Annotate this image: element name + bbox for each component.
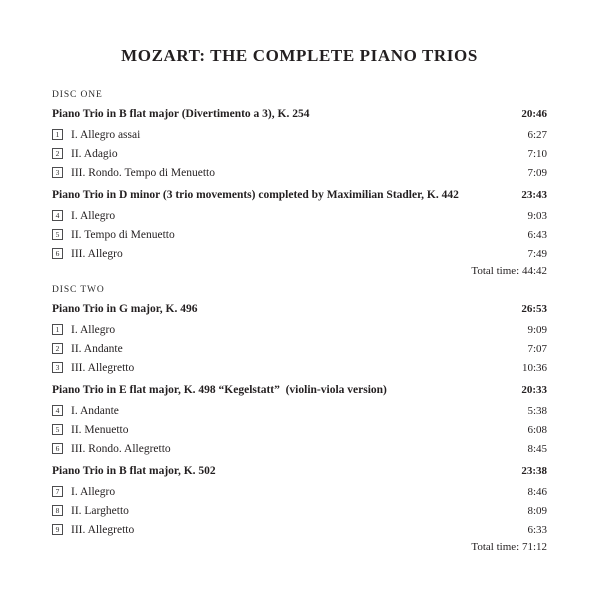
- track-title: II. Larghetto: [71, 504, 129, 517]
- work-k498: [52, 383, 547, 458]
- track-title: III. Allegretto: [71, 523, 135, 536]
- work-duration: 20:33: [521, 384, 547, 396]
- track-row: [52, 339, 547, 358]
- track-row: [52, 482, 547, 501]
- track-title: I. Allegro: [71, 209, 116, 222]
- work-title: Piano Trio in G major, K. 496: [52, 303, 198, 315]
- track-number: 6: [55, 443, 60, 453]
- work-title: Piano Trio in B flat major (Divertimento a 3), K. 254: [52, 108, 310, 120]
- track-row: [52, 206, 547, 225]
- track-row: [52, 401, 547, 420]
- track-number-box: [52, 362, 63, 373]
- track-number: 2: [55, 148, 60, 158]
- track-title: I. Allegro: [71, 485, 116, 498]
- track-title: I. Allegro assai: [71, 128, 141, 141]
- disc-two-label: DISC TWO: [52, 285, 105, 295]
- track-time: 7:09: [527, 166, 547, 179]
- track-row: [52, 420, 547, 439]
- track-number-box: [52, 343, 63, 354]
- track-number-box: [52, 129, 63, 140]
- track-number: 8: [55, 505, 60, 515]
- track-row: [52, 163, 547, 182]
- track-number-box: [52, 229, 63, 240]
- track-number-box: [52, 167, 63, 178]
- track-number: 5: [55, 424, 60, 434]
- track-time: 5:38: [527, 404, 547, 417]
- track-row: [52, 520, 547, 539]
- track-number: 9: [55, 524, 60, 534]
- track-number: 5: [55, 229, 60, 239]
- track-title: III. Rondo. Tempo di Menuetto: [71, 166, 215, 179]
- work-title: Piano Trio in D minor (3 trio movements) completed by Maximilian Stadler, K. 442: [52, 189, 459, 201]
- work-title: Piano Trio in B flat major, K. 502: [52, 465, 216, 477]
- track-title: II. Menuetto: [71, 423, 129, 436]
- track-number: 6: [55, 248, 60, 258]
- track-time: 6:33: [527, 523, 547, 536]
- track-title: II. Adagio: [71, 147, 118, 160]
- work-title: Piano Trio in E flat major, K. 498 “Kegelstatt” (violin-viola version): [52, 384, 387, 396]
- work-header: [52, 188, 547, 203]
- track-number: 4: [55, 405, 60, 415]
- track-title: III. Allegro: [71, 247, 123, 260]
- track-number-box: [52, 148, 63, 159]
- track-row: [52, 501, 547, 520]
- work-duration: 20:46: [521, 108, 547, 120]
- track-number: 3: [55, 167, 60, 177]
- track-title: I. Andante: [71, 404, 119, 417]
- work-k502: [52, 464, 547, 539]
- work-k442: [52, 188, 547, 263]
- track-time: 6:43: [527, 228, 547, 241]
- track-number: 1: [55, 324, 60, 334]
- track-time: 8:09: [527, 504, 547, 517]
- track-title: II. Tempo di Menuetto: [71, 228, 175, 241]
- track-number: 1: [55, 129, 60, 139]
- track-time: 8:46: [527, 485, 547, 498]
- disc-section-two: [52, 285, 547, 554]
- disc-one-label: DISC ONE: [52, 90, 103, 100]
- track-number-box: [52, 424, 63, 435]
- track-row: [52, 358, 547, 377]
- track-number: 3: [55, 362, 60, 372]
- track-time: 8:45: [527, 442, 547, 455]
- track-title: III. Rondo. Allegretto: [71, 442, 171, 455]
- work-duration: 23:38: [521, 465, 547, 477]
- track-number-box: [52, 248, 63, 259]
- track-number-box: [52, 486, 63, 497]
- track-time: 10:36: [521, 361, 547, 374]
- track-time: 6:08: [527, 423, 547, 436]
- track-row: [52, 439, 547, 458]
- track-number: 4: [55, 210, 60, 220]
- track-number-box: [52, 505, 63, 516]
- track-row: [52, 320, 547, 339]
- track-number-box: [52, 405, 63, 416]
- track-number: 7: [55, 486, 60, 496]
- track-title: I. Allegro: [71, 323, 116, 336]
- track-title: III. Allegretto: [71, 361, 135, 374]
- work-header: [52, 464, 547, 479]
- track-number-box: [52, 324, 63, 335]
- track-time: 9:09: [527, 323, 547, 336]
- disc-one-total-time: Total time: 44:42: [471, 265, 547, 277]
- track-time: 7:49: [527, 247, 547, 260]
- work-header: [52, 383, 547, 398]
- track-row: [52, 144, 547, 163]
- track-row: [52, 225, 547, 244]
- track-number-box: [52, 524, 63, 535]
- track-number-box: [52, 443, 63, 454]
- work-k496: [52, 302, 547, 377]
- track-number-box: [52, 210, 63, 221]
- work-duration: 26:53: [521, 303, 547, 315]
- track-title: II. Andante: [71, 342, 123, 355]
- page-title: MOZART: THE COMPLETE PIANO TRIOS: [121, 46, 478, 65]
- track-row: [52, 125, 547, 144]
- track-time: 6:27: [527, 128, 547, 141]
- disc-section-one: [52, 90, 547, 278]
- track-row: [52, 244, 547, 263]
- disc-two-total-time: Total time: 71:12: [471, 541, 547, 553]
- work-duration: 23:43: [521, 189, 547, 201]
- track-number: 2: [55, 343, 60, 353]
- work-k254: [52, 107, 547, 182]
- work-header: [52, 107, 547, 122]
- track-time: 7:10: [527, 147, 547, 160]
- track-time: 9:03: [527, 209, 547, 222]
- track-time: 7:07: [527, 342, 547, 355]
- work-header: [52, 302, 547, 317]
